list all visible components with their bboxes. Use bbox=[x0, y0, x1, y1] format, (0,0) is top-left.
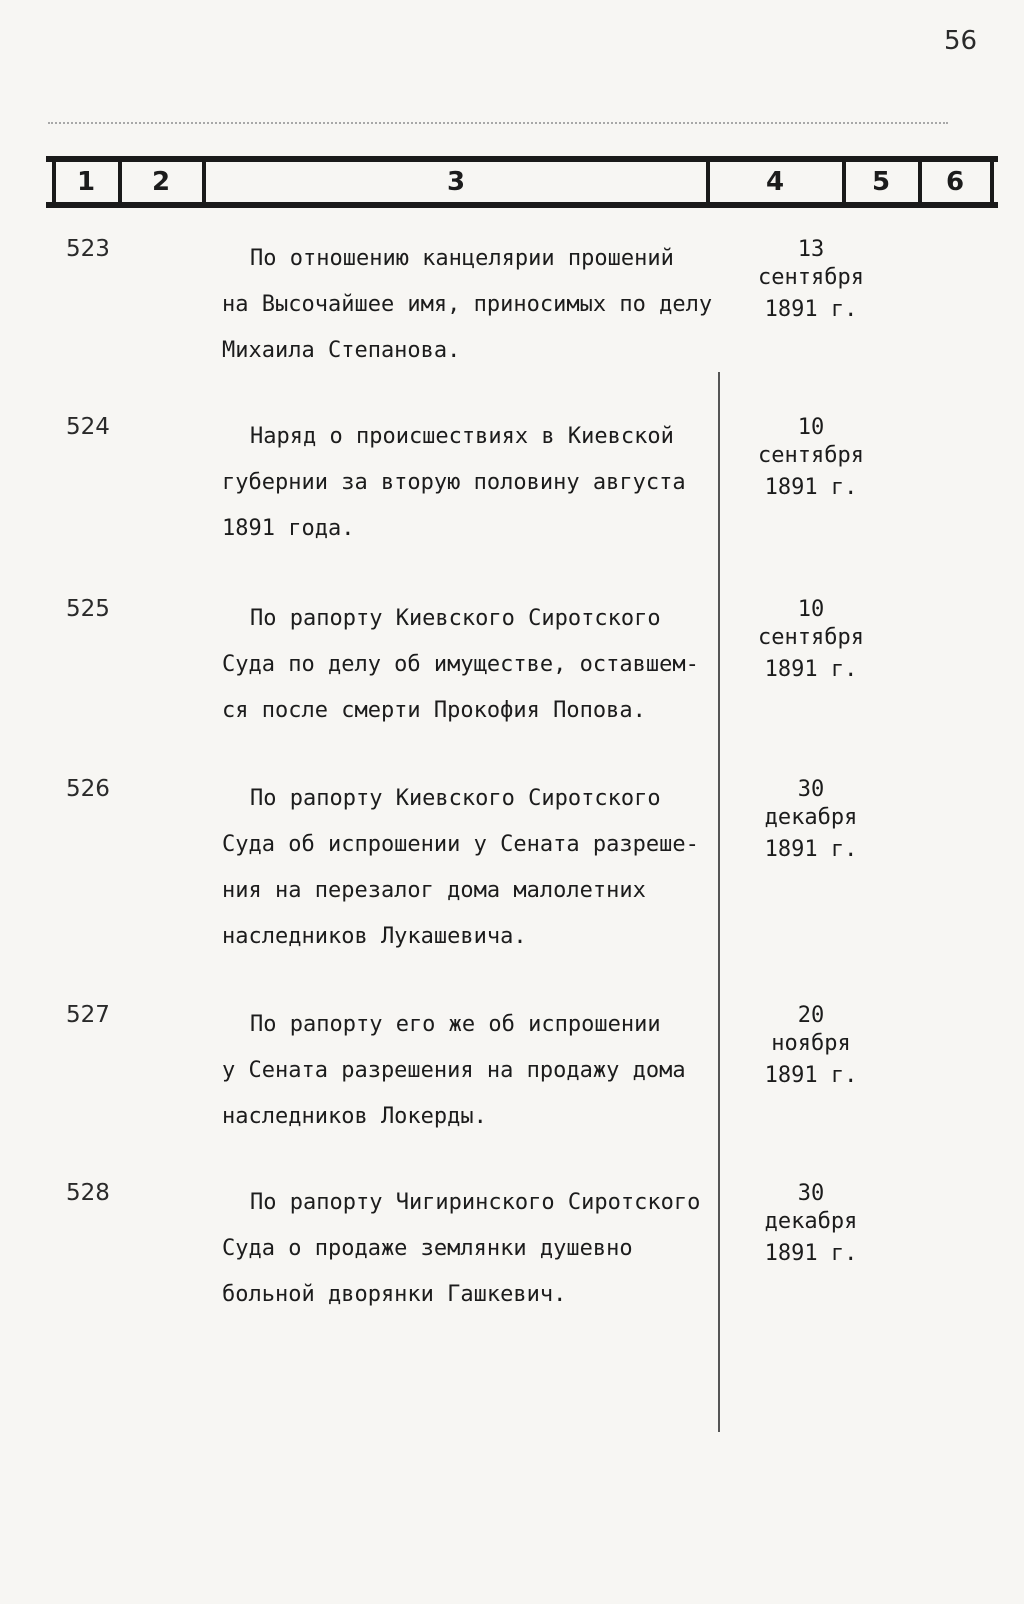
header-col-2: 2 bbox=[151, 167, 171, 197]
entry-date bbox=[736, 1002, 886, 1090]
date-month: сентября bbox=[758, 625, 864, 650]
entry-line: Наряд о происшествиях в Киевской bbox=[250, 424, 674, 449]
entry-line: Суда о продаже землянки душевно bbox=[222, 1236, 633, 1261]
entry-description bbox=[222, 236, 722, 374]
entry-date bbox=[736, 414, 886, 502]
entry-number: 524 bbox=[66, 414, 110, 440]
entry-line: По рапорту Киевского Сиротского bbox=[250, 786, 661, 811]
entry-line: Суда по делу об имуществе, оставшем- bbox=[222, 652, 699, 677]
date-day: 13 bbox=[797, 237, 825, 262]
date-month: сентября bbox=[758, 265, 864, 290]
entry-number: 526 bbox=[66, 776, 110, 802]
entry-line: наследников Лукашевича. bbox=[222, 924, 527, 949]
entry-line: на Высочайшее имя, приносимых по делу bbox=[222, 292, 713, 317]
entry-line: Михаила Степанова. bbox=[222, 338, 461, 363]
date-day: 10 bbox=[797, 415, 825, 440]
entry-line: у Сената разрешения на продажу дома bbox=[222, 1058, 686, 1083]
entry-description bbox=[222, 596, 722, 734]
header-col-4: 4 bbox=[765, 167, 785, 197]
date-day: 20 bbox=[797, 1003, 825, 1028]
date-year: 1891 г. bbox=[764, 297, 858, 322]
entry-line: По рапорту Чигиринского Сиротского bbox=[250, 1190, 701, 1215]
entry-line: больной дворянки Гашкевич. bbox=[222, 1282, 567, 1307]
entry-line: По рапорту его же об испрошении bbox=[250, 1012, 661, 1037]
date-day: 30 bbox=[797, 777, 825, 802]
date-day: 10 bbox=[797, 597, 825, 622]
entry-line: губернии за вторую половину августа bbox=[222, 470, 686, 495]
header-col-1: 1 bbox=[76, 167, 96, 197]
entry-line: ся после смерти Прокофия Попова. bbox=[222, 698, 646, 723]
date-month: сентября bbox=[758, 443, 864, 468]
header-col-6: 6 bbox=[945, 167, 965, 197]
entry-line: ния на перезалог дома малолетних bbox=[222, 878, 646, 903]
date-month: ноября bbox=[771, 1031, 851, 1056]
entry-line: По отношению канцелярии прошений bbox=[250, 246, 674, 271]
date-year: 1891 г. bbox=[764, 837, 858, 862]
date-year: 1891 г. bbox=[764, 475, 858, 500]
entry-number: 525 bbox=[66, 596, 110, 622]
entry-description bbox=[222, 1180, 722, 1318]
entry-line: Суда об испрошении у Сената разреше- bbox=[222, 832, 699, 857]
date-month: декабря bbox=[764, 1209, 858, 1234]
entry-number: 523 bbox=[66, 236, 110, 262]
date-day: 30 bbox=[797, 1181, 825, 1206]
entry-description bbox=[222, 414, 722, 552]
entry-line: наследников Локерды. bbox=[222, 1104, 487, 1129]
entry-date bbox=[736, 1180, 886, 1268]
date-year: 1891 г. bbox=[764, 657, 858, 682]
entry-date bbox=[736, 596, 886, 684]
entry-line: По рапорту Киевского Сиротского bbox=[250, 606, 661, 631]
date-month: декабря bbox=[764, 805, 858, 830]
page-number: 56 bbox=[944, 26, 978, 56]
date-year: 1891 г. bbox=[764, 1241, 858, 1266]
date-year: 1891 г. bbox=[764, 1063, 858, 1088]
header-col-5: 5 bbox=[871, 167, 891, 197]
faint-rule bbox=[48, 122, 948, 124]
entry-date bbox=[736, 776, 886, 864]
entry-number: 528 bbox=[66, 1180, 110, 1206]
entry-number: 527 bbox=[66, 1002, 110, 1028]
header-col-3: 3 bbox=[446, 167, 466, 197]
entry-description bbox=[222, 1002, 722, 1140]
entry-date bbox=[736, 236, 886, 324]
header-separator bbox=[990, 158, 994, 206]
entry-description bbox=[222, 776, 722, 960]
entry-line: 1891 года. bbox=[222, 516, 355, 541]
table-header bbox=[46, 156, 998, 208]
